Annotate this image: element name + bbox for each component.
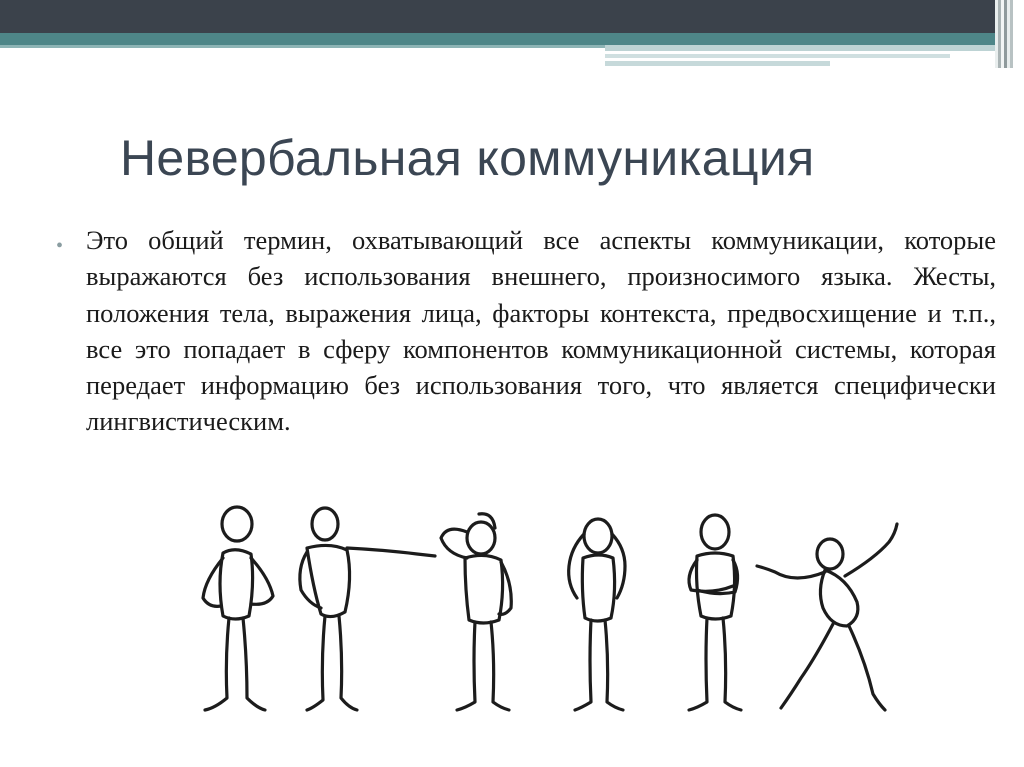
ears-covered-figure (569, 519, 625, 710)
head-scratching-figure (441, 514, 511, 710)
bullet-marker: • (56, 235, 64, 257)
header-stripe (605, 61, 830, 66)
standing-figure (203, 507, 273, 710)
header-bar-thin (0, 45, 605, 48)
slide-title: Невербальная коммуникация (120, 130, 815, 186)
header-stripe (605, 45, 1000, 51)
header-edge-lines (995, 0, 1024, 68)
header-bar-teal (0, 33, 1000, 45)
bullet-text: Это общий термин, охватывающий все аспекты коммуникации, которые выражаются без использования внешнего, произносимого языка. Жесты, положения тела, выражения лица, факторы контекста, предвосхищение и т.п., все это попадает в сферу компонентов коммуникационной системы, которая передает информацию без использования того, что является специфически лингвистическим. (86, 225, 996, 437)
stick-figures-illustration (185, 498, 915, 728)
arms-crossed-figure (689, 515, 741, 710)
header-bar-dark (0, 0, 1000, 33)
pointing-figure (300, 508, 435, 710)
waving-figure (757, 524, 897, 710)
header-stripe (605, 54, 950, 58)
